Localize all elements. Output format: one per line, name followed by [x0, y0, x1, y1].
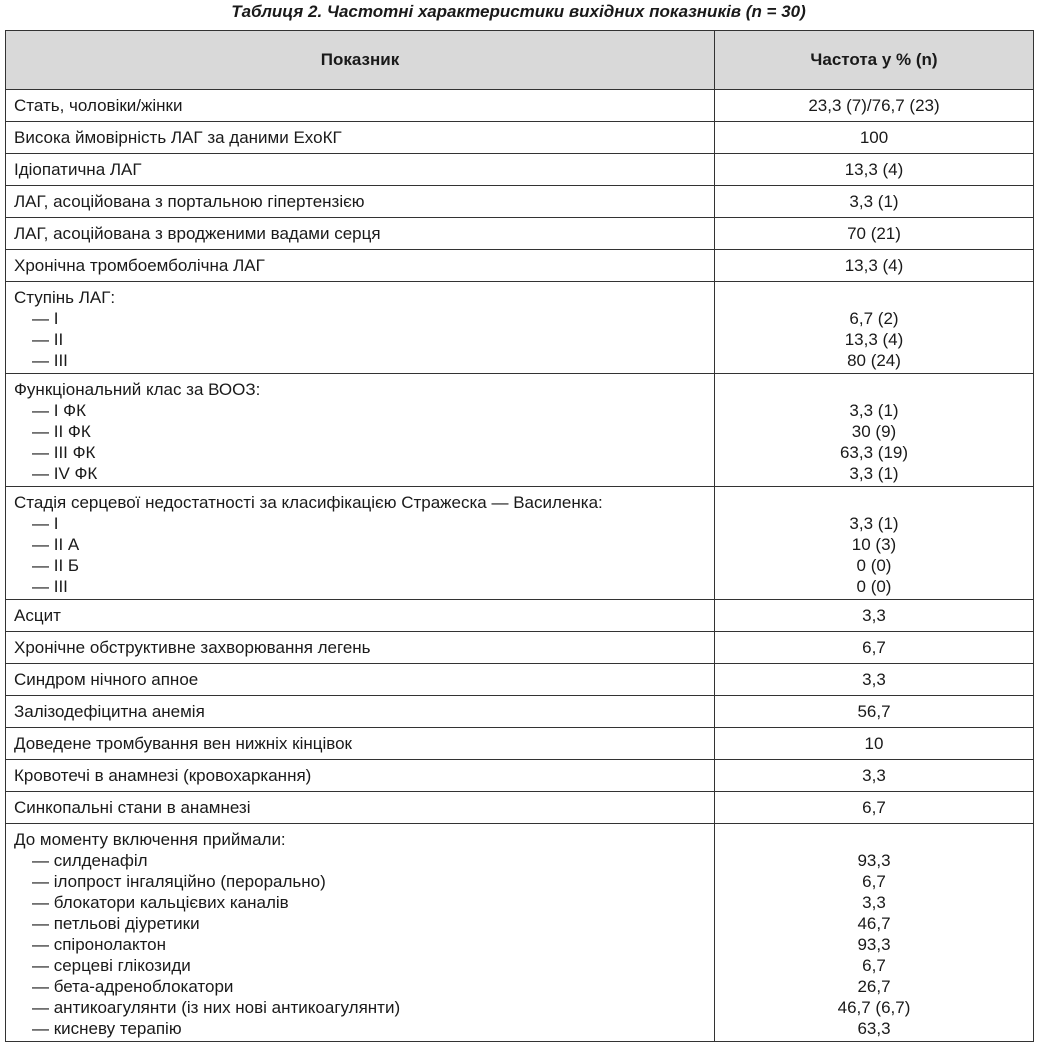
table-row	[6, 632, 1034, 664]
sub-item-value: 3,3 (1)	[849, 464, 899, 483]
sub-item-label: — антикоагулянти (із них нові антикоагулянти)	[32, 998, 401, 1017]
indicator-cell: Стать, чоловіки/жінки	[6, 90, 715, 122]
sub-item-label: — ІІ Б	[32, 556, 80, 575]
sub-item-label: — І	[32, 514, 59, 533]
sub-item-label: — І	[32, 309, 59, 328]
sub-item-label: — І ФК	[32, 401, 86, 420]
indicator-cell: Асцит	[6, 600, 715, 632]
frequency-cell	[715, 487, 1034, 600]
table-row	[6, 374, 1034, 487]
sub-item-value: 46,7 (6,7)	[837, 998, 911, 1017]
frequency-cell: 6,7	[715, 632, 1034, 664]
sub-item-label: — силденафіл	[32, 851, 148, 870]
sub-item-label: — кисневу терапію	[32, 1019, 182, 1038]
sub-item-label: — ІV ФК	[32, 464, 98, 483]
indicator-cell: Хронічна тромбоемболічна ЛАГ	[6, 250, 715, 282]
frequency-cell	[715, 374, 1034, 487]
sub-item-value: 10 (3)	[851, 535, 897, 554]
indicator-cell	[6, 487, 715, 600]
table-row	[6, 186, 1034, 218]
table-row	[6, 824, 1034, 1042]
frequency-cell: 3,3	[715, 760, 1034, 792]
table-row	[6, 282, 1034, 374]
table-row	[6, 218, 1034, 250]
sub-item-value: 13,3 (4)	[844, 330, 904, 349]
table-row	[6, 792, 1034, 824]
sub-item-label: — бета-адреноблокатори	[32, 977, 234, 996]
frequency-cell: 10	[715, 728, 1034, 760]
table-row	[6, 696, 1034, 728]
indicator-cell: Висока ймовірність ЛАГ за даними ЕхоКГ	[6, 122, 715, 154]
table-header-row	[6, 31, 1034, 90]
sub-item-value: 93,3	[857, 935, 891, 954]
sub-item-label: — блокатори кальцієвих каналів	[32, 893, 289, 912]
group-label: Ступінь ЛАГ:	[14, 288, 116, 307]
frequency-cell: 56,7	[715, 696, 1034, 728]
table-caption: Таблиця 2. Частотні характеристики вихідних показників (n = 30)	[231, 2, 806, 21]
sub-item-label: — ІІІ	[32, 351, 68, 370]
sub-item-label: — ІІ	[32, 330, 64, 349]
indicator-cell	[6, 282, 715, 374]
sub-item-label: — серцеві глікозиди	[32, 956, 191, 975]
sub-item-value: 3,3	[862, 893, 886, 912]
sub-item-label: — ІІІ	[32, 577, 68, 596]
indicator-cell: ЛАГ, асоційована з вродженими вадами серця	[6, 218, 715, 250]
frequency-cell: 70 (21)	[715, 218, 1034, 250]
table-row	[6, 90, 1034, 122]
frequency-cell: 13,3 (4)	[715, 250, 1034, 282]
sub-item-value: 80 (24)	[847, 351, 901, 370]
sub-item-value: 3,3 (1)	[849, 401, 899, 420]
group-label: Стадія серцевої недостатності за класифікацією Стражеска — Василенка:	[14, 493, 603, 512]
table-row	[6, 600, 1034, 632]
table-row	[6, 664, 1034, 696]
sub-item-value: 63,3	[857, 1019, 891, 1038]
sub-item-value: 6,7	[862, 956, 886, 975]
sub-item-value: 6,7 (2)	[849, 309, 899, 328]
sub-item-value: 46,7	[857, 914, 891, 933]
table-row	[6, 487, 1034, 600]
sub-item-value: 3,3 (1)	[849, 514, 899, 533]
sub-item-label: — ІІІ ФК	[32, 443, 96, 462]
indicator-cell: Залізодефіцитна анемія	[6, 696, 715, 728]
indicator-cell: Ідіопатична ЛАГ	[6, 154, 715, 186]
indicator-cell: Доведене тромбування вен нижніх кінцівок	[6, 728, 715, 760]
sub-item-value: 0 (0)	[856, 556, 892, 575]
indicator-cell	[6, 824, 715, 1042]
table-row	[6, 760, 1034, 792]
frequency-cell: 3,3	[715, 664, 1034, 696]
sub-item-label: — спіронолактон	[32, 935, 167, 954]
sub-item-label: — петльові діуретики	[32, 914, 200, 933]
sub-item-value: 6,7	[862, 872, 886, 891]
sub-item-label: — ІІ ФК	[32, 422, 91, 441]
table-body	[6, 90, 1034, 1042]
frequency-cell: 23,3 (7)/76,7 (23)	[715, 90, 1034, 122]
frequency-cell: 3,3 (1)	[715, 186, 1034, 218]
frequency-cell: 100	[715, 122, 1034, 154]
table-row	[6, 250, 1034, 282]
indicator-cell	[6, 374, 715, 487]
frequency-table	[5, 30, 1034, 1042]
sub-item-value: 63,3 (19)	[839, 443, 909, 462]
group-label: До моменту включення приймали:	[14, 830, 286, 849]
frequency-cell: 13,3 (4)	[715, 154, 1034, 186]
frequency-cell: 3,3	[715, 600, 1034, 632]
sub-item-value: 0 (0)	[856, 577, 892, 596]
group-label: Функціональний клас за ВООЗ:	[14, 380, 261, 399]
sub-item-value: 30 (9)	[851, 422, 897, 441]
sub-item-value: 26,7	[857, 977, 891, 996]
table-row	[6, 122, 1034, 154]
indicator-cell: Синкопальні стани в анамнезі	[6, 792, 715, 824]
indicator-cell: Хронічне обструктивне захворювання легень	[6, 632, 715, 664]
table-row	[6, 154, 1034, 186]
frequency-cell: 6,7	[715, 792, 1034, 824]
indicator-cell: Кровотечі в анамнезі (кровохаркання)	[6, 760, 715, 792]
column-header-frequency: Частота у % (n)	[715, 31, 1034, 90]
table-row	[6, 728, 1034, 760]
sub-item-value: 93,3	[857, 851, 891, 870]
frequency-cell	[715, 282, 1034, 374]
indicator-cell: ЛАГ, асоційована з портальною гіпертензією	[6, 186, 715, 218]
column-header-indicator: Показник	[6, 31, 715, 90]
sub-item-label: — ІІ А	[32, 535, 80, 554]
frequency-cell	[715, 824, 1034, 1042]
sub-item-label: — ілопрост інгаляційно (перорально)	[32, 872, 326, 891]
indicator-cell: Синдром нічного апное	[6, 664, 715, 696]
